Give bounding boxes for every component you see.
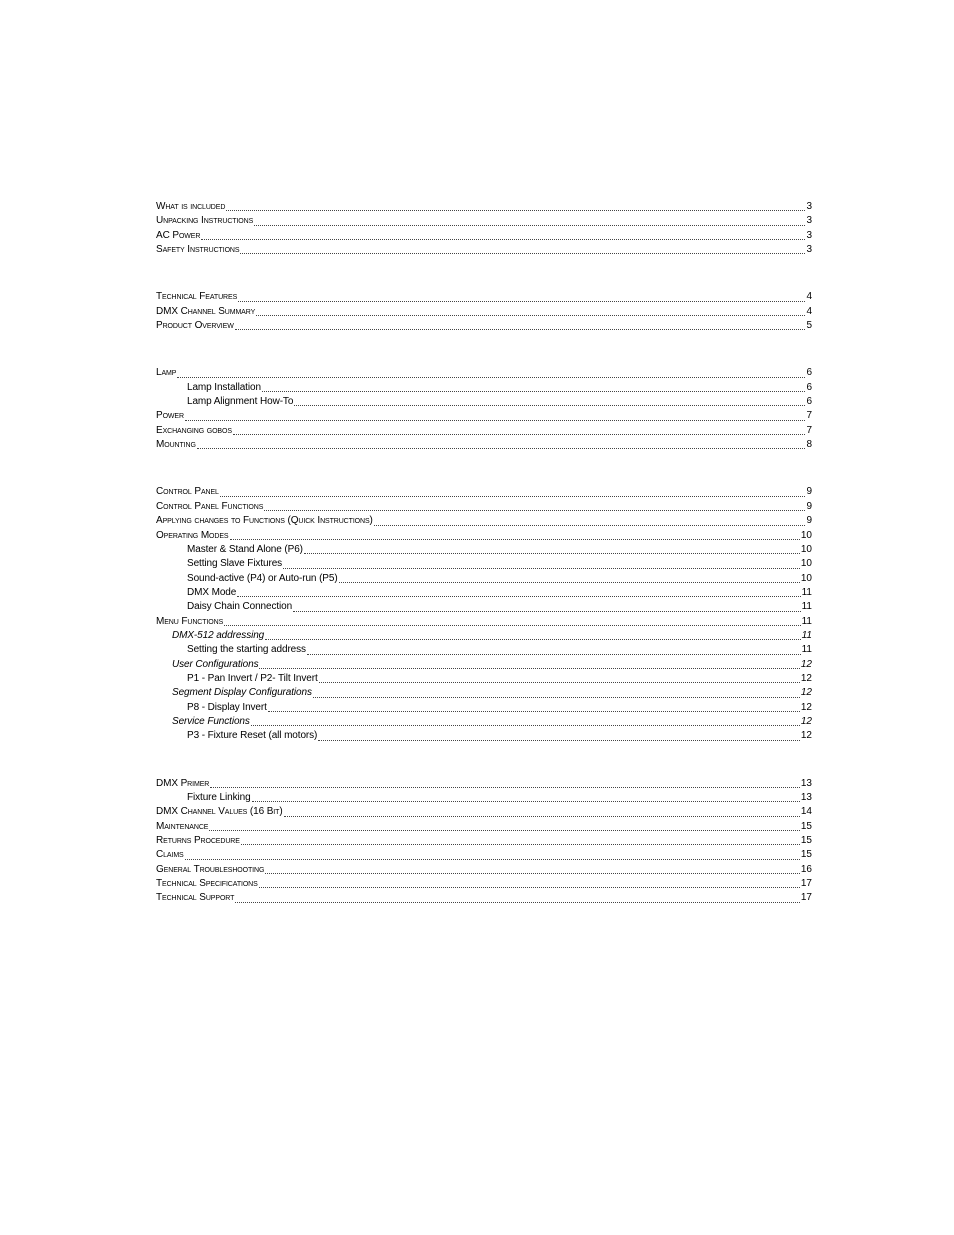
toc-entry[interactable] — [156, 600, 812, 614]
toc-entry[interactable] — [156, 820, 812, 834]
toc-entry[interactable] — [156, 891, 812, 905]
toc-entry[interactable] — [156, 243, 812, 257]
toc-entry-title: Segment Display Configurations — [172, 687, 312, 699]
dot-leader — [304, 552, 800, 554]
toc-entry-title: Daisy Chain Connection — [187, 601, 293, 613]
section-spacer — [156, 257, 812, 290]
toc-entry[interactable] — [156, 200, 812, 214]
toc-entry[interactable] — [156, 557, 812, 571]
toc-entry[interactable] — [156, 658, 812, 672]
dot-leader — [230, 538, 800, 540]
toc-entry-title: User Configurations — [172, 658, 259, 670]
dot-leader — [259, 886, 800, 888]
toc-group — [156, 366, 812, 452]
toc-entry-title: Service Functions — [172, 715, 250, 727]
toc-entry[interactable] — [156, 701, 812, 715]
toc-entry[interactable] — [156, 290, 812, 304]
dot-leader — [235, 901, 800, 903]
toc-entry[interactable] — [156, 409, 812, 423]
toc-entry-page: 4 — [806, 291, 812, 303]
dot-leader — [283, 567, 800, 569]
dot-leader — [185, 858, 800, 860]
toc-entry[interactable] — [156, 686, 812, 700]
toc-entry[interactable] — [156, 791, 812, 805]
toc-entry-title: Returns Procedure — [156, 835, 240, 847]
toc-entry-title: P1 - Pan Invert / P2- Tilt Invert — [187, 672, 318, 684]
toc-entry[interactable] — [156, 543, 812, 557]
toc-entry-title: Technical Features — [156, 291, 238, 303]
dot-leader — [319, 681, 800, 683]
dot-leader — [238, 300, 805, 302]
dot-leader — [254, 224, 805, 226]
toc-entry-page: 7 — [806, 424, 812, 436]
toc-entry-page: 6 — [806, 367, 812, 379]
toc-entry[interactable] — [156, 366, 812, 380]
toc-entry-title: Exchanging gobos — [156, 424, 232, 436]
toc-entry-title: DMX Channel Values (16 Bit) — [156, 806, 283, 818]
toc-entry-title: Lamp — [156, 367, 177, 379]
toc-entry-page: 11 — [801, 586, 812, 598]
dot-leader — [185, 419, 805, 421]
toc-entry-title: Setting Slave Fixtures — [187, 558, 283, 570]
toc-entry-title: Control Panel — [156, 486, 219, 498]
toc-entry-page: 13 — [800, 792, 812, 803]
toc-entry-title: P3 - Fixture Reset (all motors) — [187, 730, 318, 742]
toc-entry-title: Technical Support — [156, 892, 235, 904]
toc-entry-page: 16 — [800, 863, 812, 875]
dot-leader — [318, 739, 800, 741]
toc-entry[interactable] — [156, 715, 812, 729]
toc-entry[interactable] — [156, 672, 812, 686]
toc-entry-page: 11 — [801, 601, 812, 613]
toc-entry-title: P8 - Display Invert — [187, 701, 267, 713]
toc-entry-title: Maintenance — [156, 820, 209, 832]
toc-entry-page: 12 — [800, 715, 812, 727]
dot-leader — [259, 667, 799, 669]
toc-entry-page: 11 — [801, 615, 812, 627]
toc-entry[interactable] — [156, 586, 812, 600]
toc-entry[interactable] — [156, 848, 812, 862]
toc-entry-page: 3 — [806, 201, 812, 212]
toc-entry[interactable] — [156, 629, 812, 643]
toc-entry-title: Product Overview — [156, 320, 234, 332]
toc-entry-title: AC Power — [156, 229, 201, 241]
toc-entry[interactable] — [156, 381, 812, 395]
dot-leader — [235, 328, 805, 330]
toc-entry-title: Safety Instructions — [156, 244, 240, 256]
toc-entry-title: General Troubleshooting — [156, 863, 265, 875]
toc-entry-title: Lamp Installation — [187, 381, 261, 393]
toc-entry-title: Unpacking Instructions — [156, 215, 254, 227]
dot-leader — [241, 843, 800, 845]
toc-entry[interactable] — [156, 500, 812, 514]
toc-entry-page: 10 — [800, 572, 812, 584]
toc-entry-page: 11 — [801, 629, 812, 641]
toc-entry[interactable] — [156, 834, 812, 848]
toc-entry-page: 14 — [800, 806, 812, 818]
dot-leader — [237, 595, 800, 597]
toc-entry[interactable] — [156, 643, 812, 657]
toc-entry-title: What is included — [156, 201, 226, 212]
table-of-contents — [156, 200, 812, 906]
toc-entry-page: 17 — [800, 878, 812, 890]
dot-leader — [339, 581, 800, 583]
toc-entry-title: DMX Primer — [156, 777, 210, 789]
toc-entry-page: 12 — [800, 730, 812, 742]
toc-entry[interactable] — [156, 214, 812, 228]
toc-entry-page: 5 — [806, 320, 812, 332]
toc-group — [156, 200, 812, 257]
toc-entry-page: 12 — [800, 701, 812, 713]
toc-entry-page: 10 — [800, 543, 812, 555]
toc-entry-page: 9 — [806, 500, 812, 512]
dot-leader — [265, 872, 800, 874]
dot-leader — [233, 433, 805, 435]
toc-group — [156, 290, 812, 333]
dot-leader — [374, 524, 805, 526]
toc-entry-title: Lamp Alignment How-To — [187, 396, 294, 408]
toc-group — [156, 485, 812, 743]
toc-entry-page: 9 — [806, 486, 812, 498]
toc-entry-page: 7 — [806, 410, 812, 422]
dot-leader — [265, 638, 800, 640]
toc-entry[interactable] — [156, 777, 812, 791]
toc-entry-page: 3 — [806, 229, 812, 241]
toc-entry[interactable] — [156, 395, 812, 409]
toc-entry-title: DMX Channel Summary — [156, 305, 256, 317]
toc-entry[interactable] — [156, 615, 812, 629]
toc-entry-title: Claims — [156, 849, 184, 861]
toc-entry-page: 6 — [806, 396, 812, 408]
toc-entry[interactable] — [156, 438, 812, 452]
toc-entry[interactable] — [156, 485, 812, 499]
toc-entry-title: Technical Specifications — [156, 878, 258, 890]
toc-entry-page: 12 — [800, 658, 812, 670]
toc-entry-page: 15 — [800, 835, 812, 847]
dot-leader — [226, 209, 805, 211]
toc-entry-title: Control Panel Functions — [156, 500, 264, 512]
toc-entry-page: 11 — [801, 644, 812, 656]
dot-leader — [252, 800, 800, 802]
toc-entry-page: 9 — [806, 515, 812, 527]
dot-leader — [224, 624, 800, 626]
dot-leader — [313, 696, 800, 698]
dot-leader — [251, 724, 800, 726]
toc-entry-page: 6 — [806, 381, 812, 393]
toc-entry[interactable] — [156, 529, 812, 543]
dot-leader — [293, 610, 801, 612]
toc-entry-page: 10 — [800, 529, 812, 541]
dot-leader — [177, 376, 805, 378]
toc-entry[interactable] — [156, 863, 812, 877]
toc-entry-title: Power — [156, 410, 184, 422]
toc-entry[interactable] — [156, 424, 812, 438]
toc-entry-page: 3 — [806, 244, 812, 256]
toc-entry-page: 3 — [806, 215, 812, 227]
section-spacer — [156, 452, 812, 485]
dot-leader — [256, 314, 805, 316]
toc-entry-title: DMX Mode — [187, 586, 237, 598]
toc-entry[interactable] — [156, 729, 812, 743]
toc-entry-title: Master & Stand Alone (P6) — [187, 543, 303, 555]
toc-entry-title: DMX-512 addressing — [172, 629, 265, 641]
toc-entry-title: Mounting — [156, 439, 196, 451]
toc-entry-title: Fixture Linking — [187, 792, 251, 803]
toc-entry-title: Setting the starting address — [187, 644, 306, 656]
dot-leader — [197, 447, 805, 449]
toc-entry-title: Sound-active (P4) or Auto-run (P5) — [187, 572, 338, 584]
toc-entry-page: 4 — [806, 305, 812, 317]
dot-leader — [220, 495, 805, 497]
toc-entry-page: 17 — [800, 892, 812, 904]
dot-leader — [284, 815, 800, 817]
dot-leader — [294, 404, 805, 406]
toc-entry-page: 15 — [800, 820, 812, 832]
dot-leader — [240, 252, 805, 254]
dot-leader — [209, 829, 800, 831]
toc-entry[interactable] — [156, 319, 812, 333]
dot-leader — [268, 710, 800, 712]
toc-entry-page: 10 — [800, 558, 812, 570]
toc-entry[interactable] — [156, 572, 812, 586]
section-spacer — [156, 744, 812, 777]
toc-entry-title: Menu Functions — [156, 615, 224, 627]
dot-leader — [210, 786, 800, 788]
toc-entry-page: 12 — [800, 672, 812, 684]
toc-entry[interactable] — [156, 514, 812, 528]
toc-entry[interactable] — [156, 305, 812, 319]
toc-entry[interactable] — [156, 229, 812, 243]
toc-entry[interactable] — [156, 877, 812, 891]
toc-entry-page: 13 — [800, 777, 812, 789]
toc-entry-page: 8 — [806, 439, 812, 451]
section-spacer — [156, 333, 812, 366]
dot-leader — [262, 390, 805, 392]
dot-leader — [201, 238, 805, 240]
dot-leader — [264, 509, 805, 511]
toc-entry-title: Applying changes to Functions (Quick Instructions) — [156, 515, 373, 527]
dot-leader — [307, 653, 801, 655]
toc-entry-page: 15 — [800, 849, 812, 861]
toc-group — [156, 777, 812, 906]
toc-entry-title: Operating Modes — [156, 529, 229, 541]
toc-entry[interactable] — [156, 805, 812, 819]
toc-entry-page: 12 — [800, 687, 812, 699]
